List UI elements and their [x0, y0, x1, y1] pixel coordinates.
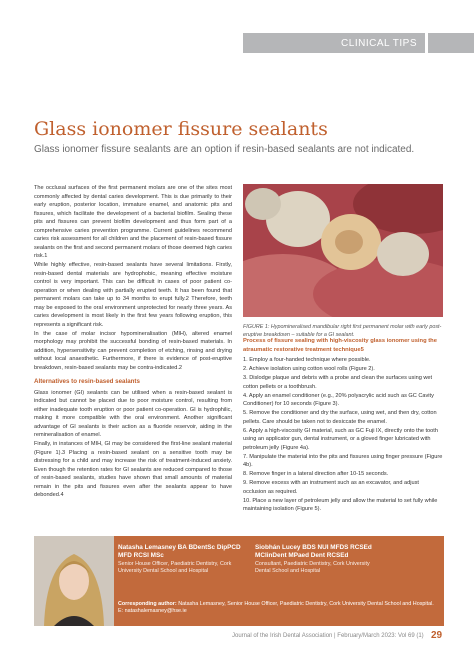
paragraph: While highly effective, resin-based sealants have several limitations. Firstly, resin-based dental materials are hydrophobic, meaning effective moisture control is very important. This can be difficult in cases of poor patient co-operation or when dealing with partially erupted teeth. It has been found that permanent molars can take up to 34 months to erupt fully.2 Therefore, teeth may be exposed to the oral environment unprotected for nearly three years. As caries development is most likely in the first few years following eruption, this represents a significant risk.	[34, 262, 232, 328]
step-item: 7. Manipulate the material into the pits and fissures using finger pressure (Figure 4b).	[243, 453, 443, 468]
tooth-photo-illustration	[243, 184, 443, 317]
section-tag: CLINICAL TIPS	[243, 33, 425, 53]
author-1	[118, 544, 243, 576]
step-item: 9. Remove excess with an instrument such as an excavator, and adjust occlusion as required.	[243, 480, 419, 495]
step-item: 3. Dislodge plaque and debris with a probe and clean the surfaces using wet cotton pellets or a toothbrush.	[243, 375, 433, 390]
journal-footer: Journal of the Irish Dental Association | February/March 2023: Vol 69 (1)	[232, 633, 424, 639]
author-name: Siobhán Lucey BDS NUI MFDS RCSEd MClinDent MPaed Dent RCSEd	[255, 544, 372, 559]
step-item: 4. Apply an enamel conditioner (e.g., 20% polyacrylic acid such as GC Cavity Conditioner) for 10 seconds (Figure 3).	[243, 392, 434, 407]
step-item: 1. Employ a four-handed technique where possible.	[243, 357, 371, 363]
page-number: 29	[431, 630, 443, 641]
portrait-illustration	[34, 536, 114, 626]
author-2	[255, 544, 380, 576]
article-subtitle: Glass ionomer fissure sealants are an option if resin-based sealants are not indicated.	[34, 144, 415, 155]
paragraph: The occlusal surfaces of the first permanent molars are one of the sites most commonly affected by dental caries development. This is due primarily to their early eruption, posterior location, immature enamel, and anatomic pits and fissures, which facilitate the development of a bacterial biofilm. Sealing these pits and fissures can prevent biofilm development and thus form part of a comprehensive caries prevention programme. Current guidelines recommend caries risk assessment for all children and the placement of resin-based fissure sealants on the first and second permanent molars of those deemed high caries risk.1	[34, 185, 232, 259]
section-tag-bar	[428, 33, 474, 53]
right-column	[243, 337, 443, 514]
step-item: 6. Apply a high-viscosity GI material, such as GC Fuji IX, directly onto the tooth using an applicator gun, dental instrument, or a gloved finger lubricated with petroleum jelly (Figure 4a).	[243, 427, 438, 451]
article-title: Glass ionomer fissure sealants	[34, 118, 328, 140]
step-item: 2. Achieve isolation using cotton wool rolls (Figure 2).	[243, 366, 375, 372]
section-heading: Alternatives to resin-based sealants	[34, 378, 140, 385]
corresponding-label: Corresponding author:	[118, 601, 177, 607]
step-item: 5. Remove the conditioner and dry the surface, using wet, and then dry, cotton pellets. Care should be taken not to desiccate the enamel.	[243, 410, 437, 425]
author-role: Senior House Officer, Paediatric Dentistry, Cork University Dental School and Hospital	[118, 561, 232, 575]
section-heading: Process of fissure sealing with high-viscosity glass ionomer using the atraumatic restorative treatment technique5	[243, 338, 437, 353]
step-item: 8. Remove finger in a lateral direction after 10-15 seconds.	[243, 471, 389, 477]
paragraph: Finally, in instances of MIH, GI may be considered the first-line sealant material (Figure 1).3 Placing a resin-based sealant on a sensitive tooth may be distressing for a child and may increase the risk of treatment-induced anxiety. Even though the retention rates for GI sealants are reduced compared to those of resin-based sealants, studies have shown that small amounts of material remain in the pits and fissures even after the sealants appear to have debonded.4	[34, 441, 232, 498]
corresponding-text: Natasha Lemasney, Senior House Officer, Paediatric Dentistry, Cork University Dental School and Hospital. E: natashalemasney@hse.ie	[118, 601, 434, 615]
left-column	[34, 184, 232, 500]
corresponding-author	[118, 601, 440, 616]
author-name: Natasha Lemasney BA BDentSc DipPCD MFD RCSI MSc	[118, 544, 241, 559]
paragraph: In the case of molar incisor hypomineralisation (MIH), altered enamel morphology may prohibit the successful bonding of resin-based materials. In addition, hypersensitivity can prevent completion of etching, rinsing and drying without local anaesthetic. Furthermore, if there is evidence of post-eruptive breakdown, resin-based sealants may be contra-indicated.2	[34, 330, 232, 371]
step-item: 10. Place a new layer of petroleum jelly and allow the material to set fully while maintaining isolation (Figure 5).	[243, 497, 438, 512]
paragraph: Glass ionomer (GI) sealants can be utilised when a resin-based sealant is indicated but cannot be placed due to poor moisture control, resulting from either inadequate tooth eruption or poor patient co-operation. GI is hydrophilic, making it more compatible with the oral environment. Another significant advantage of GI sealants is their action as a fluoride reservoir, aiding in the remineralisation of enamel.	[34, 389, 232, 438]
figure-caption: FIGURE 1: Hypomineralised mandibular right first permanent molar with early post-eruptive breakdown – suitable for a GI sealant.	[243, 324, 442, 338]
author-portrait	[34, 536, 114, 626]
author-role: Consultant, Paediatric Dentistry, Cork University Dental School and Hospital	[255, 561, 370, 575]
figure-1-photo	[243, 184, 443, 317]
